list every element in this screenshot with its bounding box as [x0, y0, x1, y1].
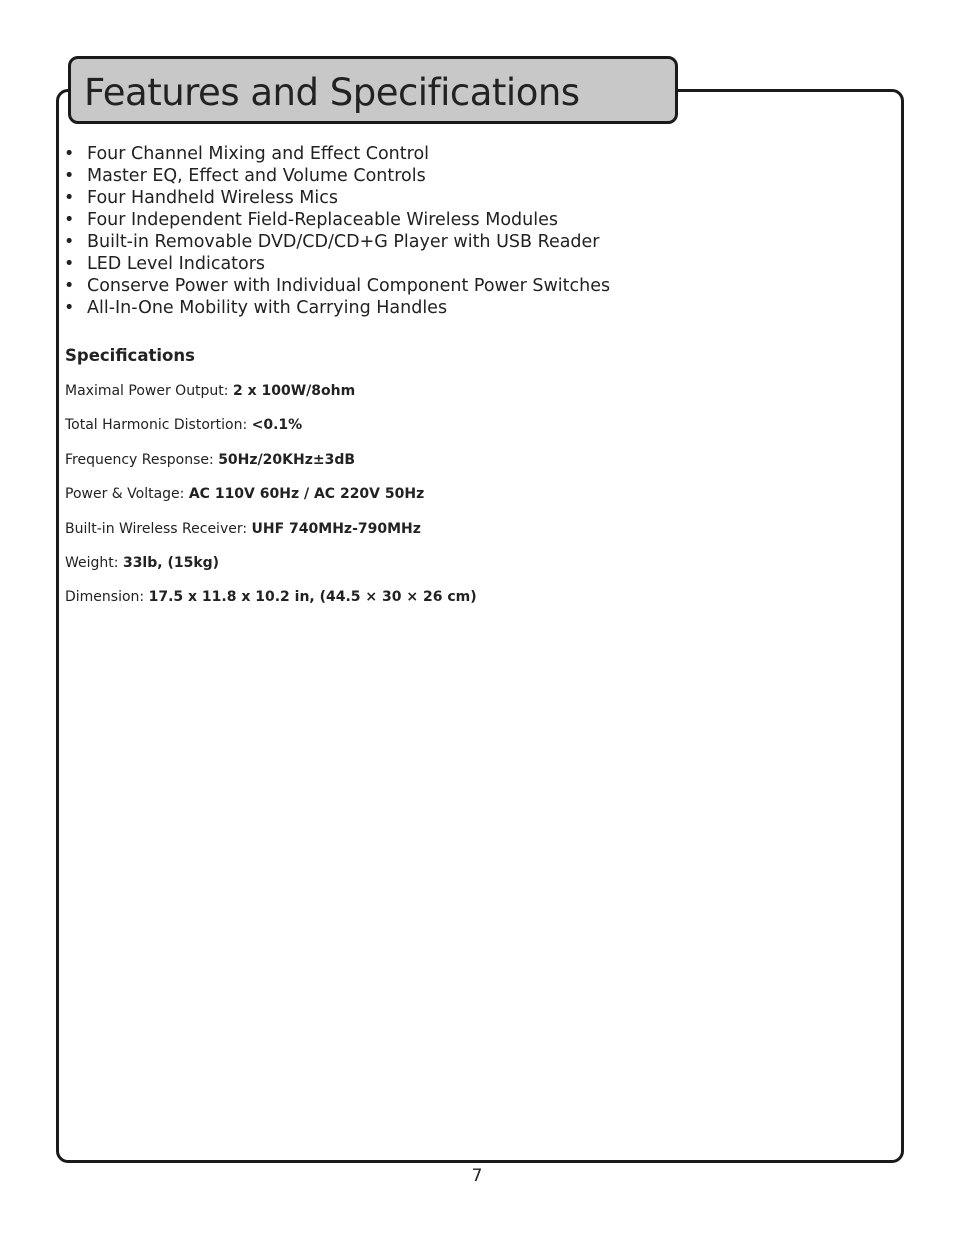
features-list [64, 143, 610, 319]
spec-label: Power & Voltage: [65, 486, 185, 503]
bullet: • [64, 254, 75, 274]
feature-text: Conserve Power with Individual Component Power Switches [87, 276, 611, 296]
specifications-list [65, 383, 477, 624]
feature-text: Master EQ, Effect and Volume Controls [87, 166, 426, 186]
spec-label: Frequency Response: [65, 451, 214, 468]
spec-row-weight [65, 555, 477, 589]
spec-value: 33lb, (15kg) [122, 554, 220, 571]
page-number: 7 [471, 1166, 483, 1186]
feature-item [64, 253, 610, 275]
bullet: • [64, 276, 75, 296]
title-tab [68, 56, 678, 124]
spec-label: Dimension: [65, 589, 145, 606]
spec-value: 2 x 100W/8ohm [232, 383, 356, 399]
feature-text: Four Independent Field-Replaceable Wireless Modules [87, 210, 558, 230]
bullet: • [64, 144, 75, 164]
spec-value: AC 110V 60Hz / AC 220V 50Hz [188, 486, 425, 503]
feature-text: All-In-One Mobility with Carrying Handles [87, 298, 448, 318]
bullet: • [64, 166, 75, 186]
feature-text: LED Level Indicators [87, 254, 266, 274]
feature-text: Four Channel Mixing and Effect Control [87, 144, 430, 164]
feature-item [64, 187, 610, 209]
spec-label: Total Harmonic Distortion: [65, 417, 248, 434]
specifications-heading: Specifications [65, 346, 195, 365]
feature-item [64, 165, 610, 187]
bullet: • [64, 210, 75, 230]
feature-item [64, 209, 610, 231]
spec-label: Weight: [65, 554, 119, 571]
spec-value: UHF 740MHz-790MHz [251, 520, 421, 537]
feature-item [64, 297, 610, 319]
feature-item [64, 231, 610, 253]
feature-item [64, 143, 610, 165]
spec-row-wireless-receiver [65, 521, 477, 555]
spec-row-frequency-response [65, 452, 477, 486]
spec-row-dimension [65, 589, 477, 623]
spec-row-power-output [65, 383, 477, 417]
bullet: • [64, 232, 75, 252]
spec-label: Maximal Power Output: [65, 383, 229, 399]
page-title: Features and Specifications [84, 71, 580, 114]
spec-value: 17.5 x 11.8 x 10.2 in, (44.5 × 30 × 26 cm) [148, 589, 477, 606]
spec-value: 50Hz/20KHz±3dB [218, 451, 356, 468]
feature-text: Built-in Removable DVD/CD/CD+G Player with USB Reader [87, 232, 600, 252]
bullet: • [64, 188, 75, 208]
bullet: • [64, 298, 75, 318]
spec-row-harmonic-distortion [65, 417, 477, 451]
feature-text: Four Handheld Wireless Mics [87, 188, 338, 208]
spec-value: <0.1% [251, 417, 303, 434]
spec-label: Built-in Wireless Receiver: [65, 520, 248, 537]
feature-item [64, 275, 610, 297]
spec-row-power-voltage [65, 486, 477, 520]
